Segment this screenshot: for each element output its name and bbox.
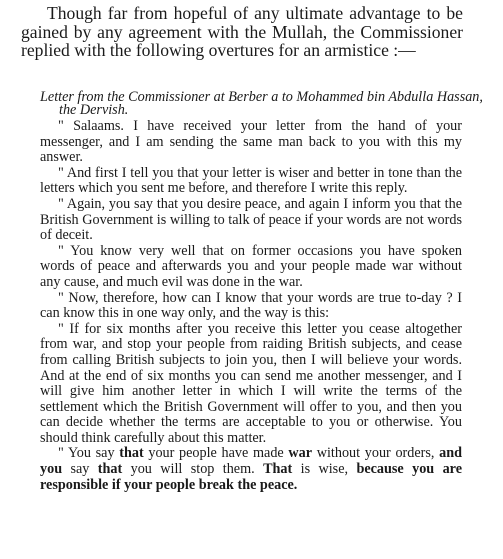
letter-paragraph-4: " You know very well that on former occasions you have spoken words of peace and afterwards you and your people made war without any cause, and much evil was done in the war. bbox=[40, 242, 462, 290]
text-run: your people have made bbox=[143, 445, 289, 462]
bold-run: because you are responsible if your people break the peace. bbox=[40, 461, 463, 493]
text-run: without your orders, bbox=[312, 445, 440, 462]
letter-paragraph-3: " Again, you say that you desire peace, and again I inform you that the British Government is willing to talk of peace if your words are not words of deceit. bbox=[40, 195, 462, 244]
bold-run: war bbox=[288, 445, 313, 462]
letter-paragraph-5: " Now, therefore, how can I know that your words are true to-day ? I can know this in one way only, and the way is this: bbox=[40, 289, 462, 322]
letter-body bbox=[40, 119, 462, 493]
intro-paragraph: Though far from hopeful of any ultimate advantage to be gained by any agreement with the Mullah, the Commissioner replied with the following overtures for an armistice :— bbox=[21, 3, 463, 61]
letter-paragraph-1: " Salaams. I have received your letter from the hand of your messenger, and I am sending the same man back to you with this my answer. bbox=[40, 118, 462, 166]
text-run: you will stop them. bbox=[122, 461, 264, 478]
bold-run: that bbox=[119, 445, 144, 462]
bold-run: and you bbox=[40, 445, 462, 478]
text-run: say bbox=[62, 461, 98, 478]
letter-paragraph-7 bbox=[40, 446, 462, 493]
bold-run: that bbox=[97, 461, 123, 478]
text-run: is wise, bbox=[292, 461, 357, 478]
text-run: " You say bbox=[58, 445, 120, 462]
letter-paragraph-2: " And first I tell you that your letter is wiser and better in tone than the letters which you sent me before, and therefore I write this reply. bbox=[40, 164, 462, 197]
bold-run: That bbox=[263, 461, 293, 478]
letter-paragraph-6: " If for six months after you receive this letter you cease altogether from war, and stop your people from raiding British subjects, and cease from calling British subjects to join you, then I will believe your words. And at the end of six months you can send me another messenger, and I will give him another letter in which I will write the terms of the settlement which the British Government will offer to you, and then you can decide whether the terms are acceptable to you or otherwise. You should think carefully about this matter. bbox=[40, 320, 462, 446]
letter-heading: Letter from the Commissioner at Berber a to Mohammed bin Abdulla Hassan, the Dervish. bbox=[40, 89, 483, 119]
